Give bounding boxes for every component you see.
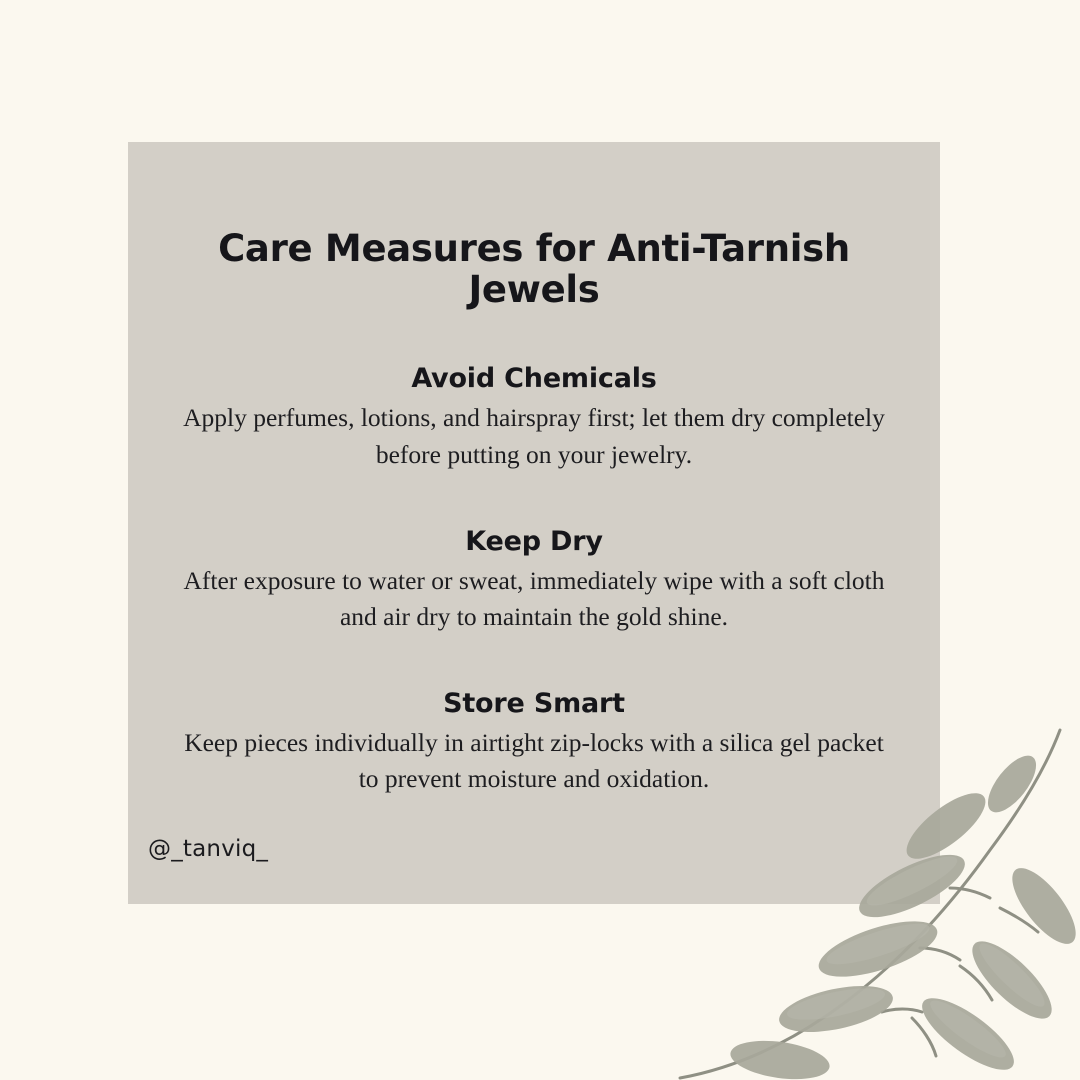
page-title: Care Measures for Anti-Tarnish Jewels [218, 227, 850, 311]
section-store-smart [180, 688, 888, 797]
card-inner [128, 142, 940, 798]
section-heading: Keep Dry [465, 525, 603, 557]
content-card [128, 142, 940, 904]
section-keep-dry [180, 526, 888, 635]
social-handle: @_tanviq_ [148, 836, 269, 862]
section-heading: Avoid Chemicals [411, 363, 657, 395]
section-heading: Store Smart [443, 688, 625, 720]
section-body: After exposure to water or sweat, immediately wipe with a soft cloth and air dry to maintain the gold shine. [183, 565, 885, 631]
section-avoid-chemicals [180, 363, 888, 472]
section-body: Apply perfumes, lotions, and hairspray first; let them dry completely before putting on your jewelry. [183, 403, 885, 469]
section-body: Keep pieces individually in airtight zip-locks with a silica gel packet to prevent moisture and oxidation. [184, 728, 884, 794]
